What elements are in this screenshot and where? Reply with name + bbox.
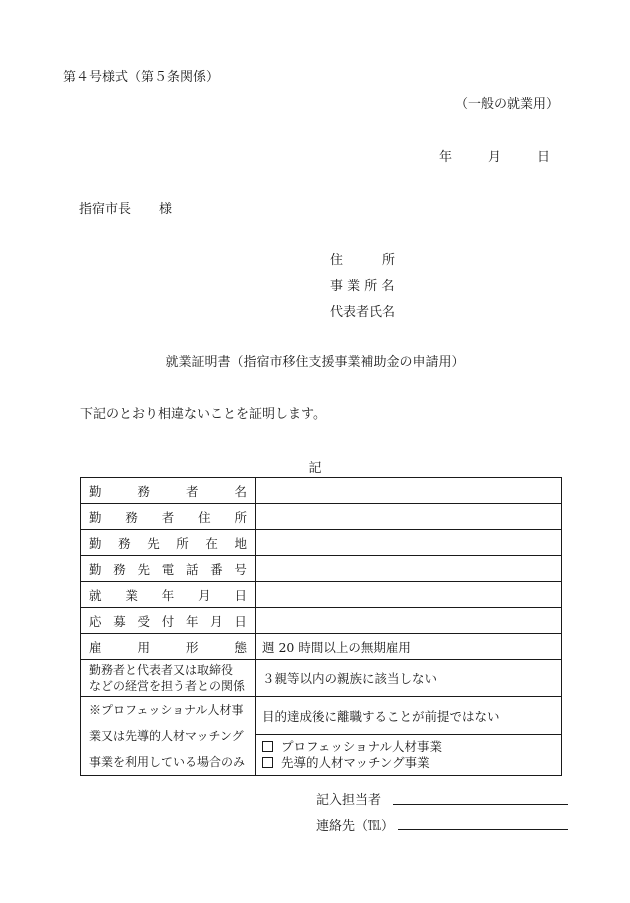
table-row-label-chars bbox=[89, 638, 247, 656]
label-char: 勤 bbox=[89, 483, 102, 499]
addressee-name: 指宿市長 bbox=[79, 202, 132, 217]
table-row-value[interactable] bbox=[256, 556, 562, 582]
form-number: 第４号様式（第５条関係） bbox=[63, 70, 220, 85]
label-char: 務 bbox=[118, 535, 131, 551]
table-row-label bbox=[81, 634, 256, 660]
employer-representative-label: 代表者氏名 bbox=[330, 305, 396, 320]
table-row-value[interactable] bbox=[256, 582, 562, 608]
label-char: 年 bbox=[185, 613, 199, 629]
table-row bbox=[81, 504, 562, 530]
label-char: 態 bbox=[234, 639, 247, 655]
table-row-label-chars bbox=[89, 560, 247, 578]
table-row-value[interactable] bbox=[256, 478, 562, 504]
table-row-label bbox=[81, 530, 256, 556]
label-char: 用 bbox=[137, 639, 150, 655]
addressee bbox=[79, 198, 172, 217]
table-row-value[interactable] bbox=[256, 530, 562, 556]
contact-label: 連絡先（℡） bbox=[316, 819, 395, 834]
options-cell bbox=[256, 735, 562, 776]
label-char: 雇 bbox=[89, 639, 102, 655]
table-row-label bbox=[81, 556, 256, 582]
table-row bbox=[81, 478, 562, 504]
checkbox-icon[interactable] bbox=[262, 757, 273, 768]
table-row-label-chars bbox=[89, 612, 247, 630]
table-row-label-chars bbox=[89, 534, 247, 552]
label-char: 勤 bbox=[89, 561, 102, 577]
table-row bbox=[81, 582, 562, 608]
recorder-label: 記入担当者 bbox=[316, 793, 382, 808]
label-char: 務 bbox=[137, 483, 150, 499]
table-row-label-chars bbox=[89, 482, 247, 500]
pro-label-line3: 事業を利用している場合のみ bbox=[89, 755, 246, 769]
table-row bbox=[81, 634, 562, 660]
table-row-value[interactable]: 週 20 時間以上の無期雇用 bbox=[256, 634, 562, 660]
label-char: 名 bbox=[234, 483, 247, 499]
option-pro-talent-label: プロフェッショナル人材事業 bbox=[281, 739, 443, 755]
table-row-label-chars bbox=[89, 586, 247, 604]
label-char: 務 bbox=[113, 561, 126, 577]
table-row-label bbox=[81, 608, 256, 634]
label-char: 募 bbox=[113, 613, 126, 629]
recorder-input-line[interactable] bbox=[393, 804, 568, 805]
pro-label bbox=[81, 697, 256, 776]
label-char: 日 bbox=[234, 587, 247, 603]
label-char: 先 bbox=[137, 561, 150, 577]
table-row bbox=[81, 556, 562, 582]
label-char: 所 bbox=[234, 509, 247, 525]
certification-statement: 下記のとおり相違ないことを証明します。 bbox=[80, 407, 326, 422]
usage-note: （一般の就業用） bbox=[454, 97, 559, 112]
label-char: 年 bbox=[161, 587, 175, 603]
table-row bbox=[81, 530, 562, 556]
document-title: 就業証明書（指宿市移住支援事業補助金の申請用） bbox=[165, 355, 465, 370]
label-char: 勤 bbox=[89, 509, 102, 525]
pro-value[interactable]: 目的達成後に離職することが前提ではない bbox=[256, 697, 562, 735]
addressee-honorific: 様 bbox=[159, 202, 173, 217]
label-char: 勤 bbox=[89, 535, 102, 551]
label-char: 番 bbox=[210, 561, 223, 577]
label-char: 業 bbox=[125, 587, 138, 603]
relation-label-line1: 勤務者と代表者又は取締役 bbox=[89, 663, 234, 677]
option-leading-matching-label: 先導的人材マッチング事業 bbox=[281, 755, 430, 771]
relation-label bbox=[81, 660, 256, 697]
date-day: 日 bbox=[536, 150, 550, 165]
label-char: 就 bbox=[89, 587, 102, 603]
label-char: 者 bbox=[185, 483, 199, 499]
table-row-value[interactable] bbox=[256, 608, 562, 634]
date-month: 月 bbox=[487, 150, 501, 165]
label-char: 応 bbox=[89, 613, 102, 629]
label-char: 住 bbox=[198, 509, 211, 525]
label-char: 話 bbox=[185, 561, 199, 577]
pro-label-line2: 業又は先導的人材マッチング bbox=[89, 729, 244, 743]
date-line bbox=[439, 146, 550, 165]
label-char: 者 bbox=[161, 509, 175, 525]
label-char: 在 bbox=[205, 535, 218, 551]
label-char: 形 bbox=[185, 639, 199, 655]
table-row-label bbox=[81, 582, 256, 608]
label-char: 号 bbox=[234, 561, 247, 577]
relation-label-line2: などの経営を担う者との関係 bbox=[89, 679, 246, 693]
date-year: 年 bbox=[438, 150, 452, 165]
employer-name-label: 事 業 所 名 bbox=[330, 279, 395, 294]
table-row-label bbox=[81, 504, 256, 530]
label-char: 務 bbox=[125, 509, 138, 525]
certificate-table bbox=[80, 477, 562, 776]
option-pro-talent[interactable] bbox=[262, 739, 555, 755]
contact-input-line[interactable] bbox=[398, 829, 568, 830]
table-row-value[interactable] bbox=[256, 504, 562, 530]
label-char: 所 bbox=[176, 535, 189, 551]
label-char: 先 bbox=[147, 535, 160, 551]
label-char: 電 bbox=[161, 561, 175, 577]
label-char: 月 bbox=[210, 613, 223, 629]
checkbox-icon[interactable] bbox=[262, 741, 273, 752]
table-row-label-chars bbox=[89, 508, 247, 526]
label-char: 日 bbox=[234, 613, 247, 629]
table-row-label bbox=[81, 478, 256, 504]
option-leading-matching[interactable] bbox=[262, 755, 555, 771]
pro-row bbox=[81, 697, 562, 735]
employer-address-label: 住 所 bbox=[330, 253, 396, 268]
label-char: 付 bbox=[161, 613, 175, 629]
relation-row bbox=[81, 660, 562, 697]
label-char: 受 bbox=[137, 613, 150, 629]
pro-label-line1: ※プロフェッショナル人材事 bbox=[89, 703, 244, 717]
table-row bbox=[81, 608, 562, 634]
relation-value[interactable]: ３親等以内の親族に該当しない bbox=[256, 660, 562, 697]
label-char: 月 bbox=[198, 587, 211, 603]
label-char: 地 bbox=[234, 535, 247, 551]
ki-heading: 記 bbox=[308, 461, 322, 476]
